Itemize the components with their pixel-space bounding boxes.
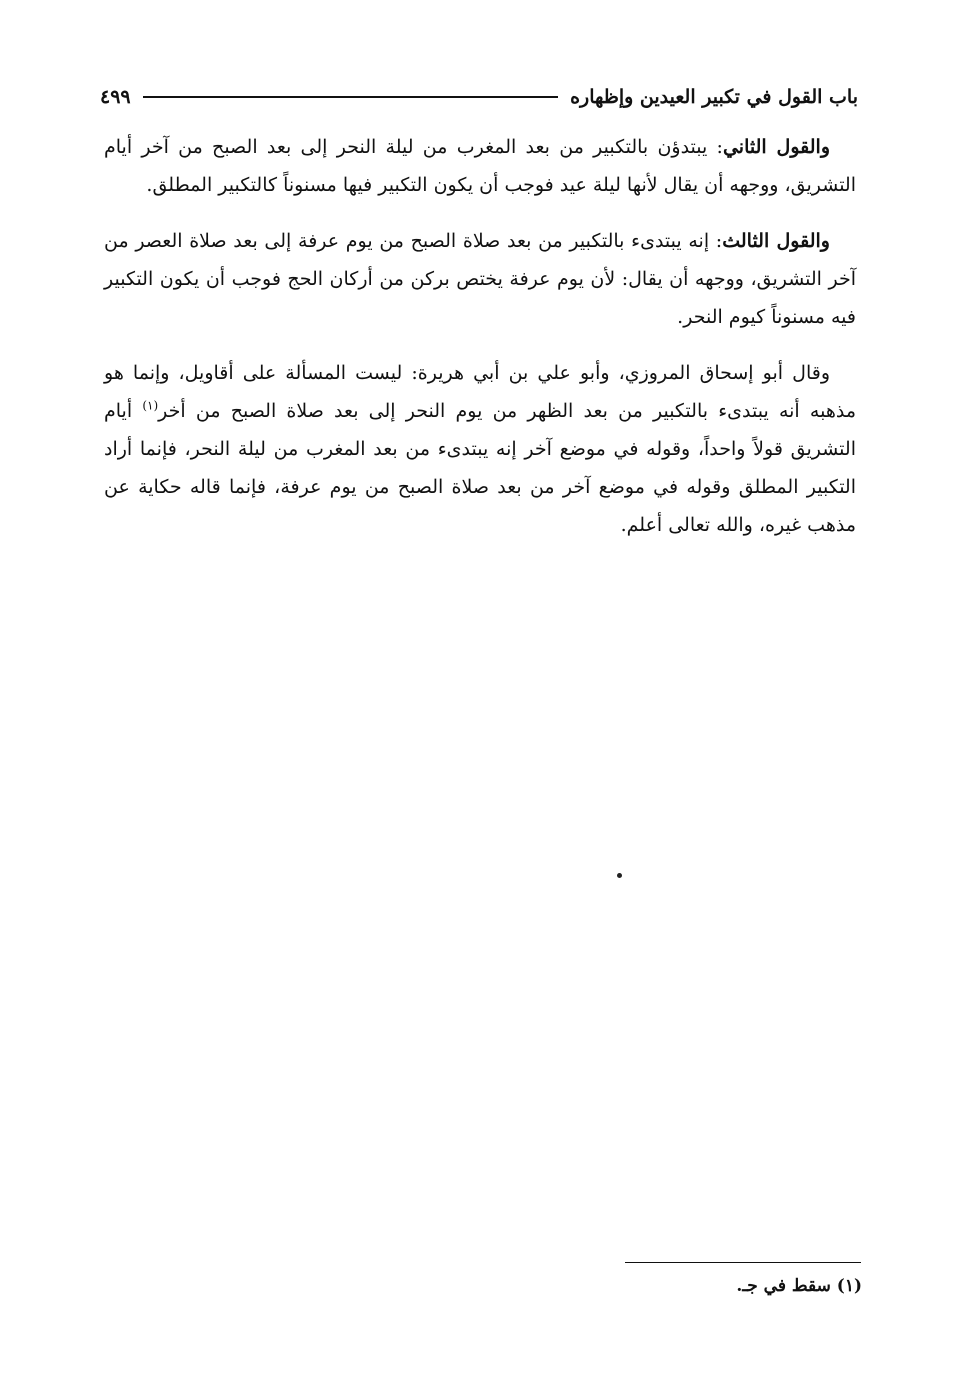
- paragraph-text: : إنه يبتدىء بالتكبير من بعد صلاة الصبح من يوم عرفة إلى بعد صلاة العصر من آخر التشريق، ووجهه أن يقال: لأن يوم عرفة يختص بركن من أركان الحج فوجب أن يكون التكبير فيه مسنوناً كيوم النحر.: [104, 230, 856, 328]
- paragraph-text-continued: أيام التشريق قولاً واحداً، وقوله في موضع آخر إنه يبتدىء من بعد المغرب من ليلة النحر، فإنما أراد التكبير المطلق وقوله في موضع آخر من بعد صلاة الصبح من يوم عرفة، فإنما قاله حكاية عن مذهب غيره، والله تعالى أعلم.: [104, 400, 856, 536]
- header-rule: [143, 96, 558, 98]
- page-number: ٤٩٩: [100, 86, 131, 108]
- paragraph-abu-ishaq: [104, 354, 856, 544]
- running-header: [100, 82, 858, 112]
- paragraph-text: وقال أبو إسحاق المروزي، وأبو علي بن أبي هريرة: ليست المسألة على أقاويل، وإنما هو مذهبه أنه يبتدىء بالتكبير من بعد الظهر من يوم النحر إلى بعد صلاة الصبح من أخر: [104, 362, 856, 422]
- paragraph-label: والقول الثالث: [722, 230, 830, 252]
- page-dot: [617, 873, 622, 878]
- chapter-title: باب القول في تكبير العيدين وإظهاره: [570, 86, 858, 108]
- footnote: (١) سقط في جـ.: [736, 1276, 862, 1296]
- paragraph-label: والقول الثاني: [722, 136, 830, 158]
- paragraph-third-opinion: [104, 222, 856, 336]
- paragraph-text: : يبتدؤن بالتكبير من بعد المغرب من ليلة النحر إلى بعد الصبح من آخر أيام التشريق، ووجهه أن يقال لأنها ليلة عيد فوجب أن يكون التكبير فيها مسنوناً كالتكبير المطلق.: [104, 136, 856, 196]
- footnote-reference[interactable]: (١): [142, 398, 159, 413]
- paragraph-second-opinion: [104, 128, 856, 204]
- footnote-separator: [625, 1262, 861, 1263]
- body-text: [104, 128, 856, 562]
